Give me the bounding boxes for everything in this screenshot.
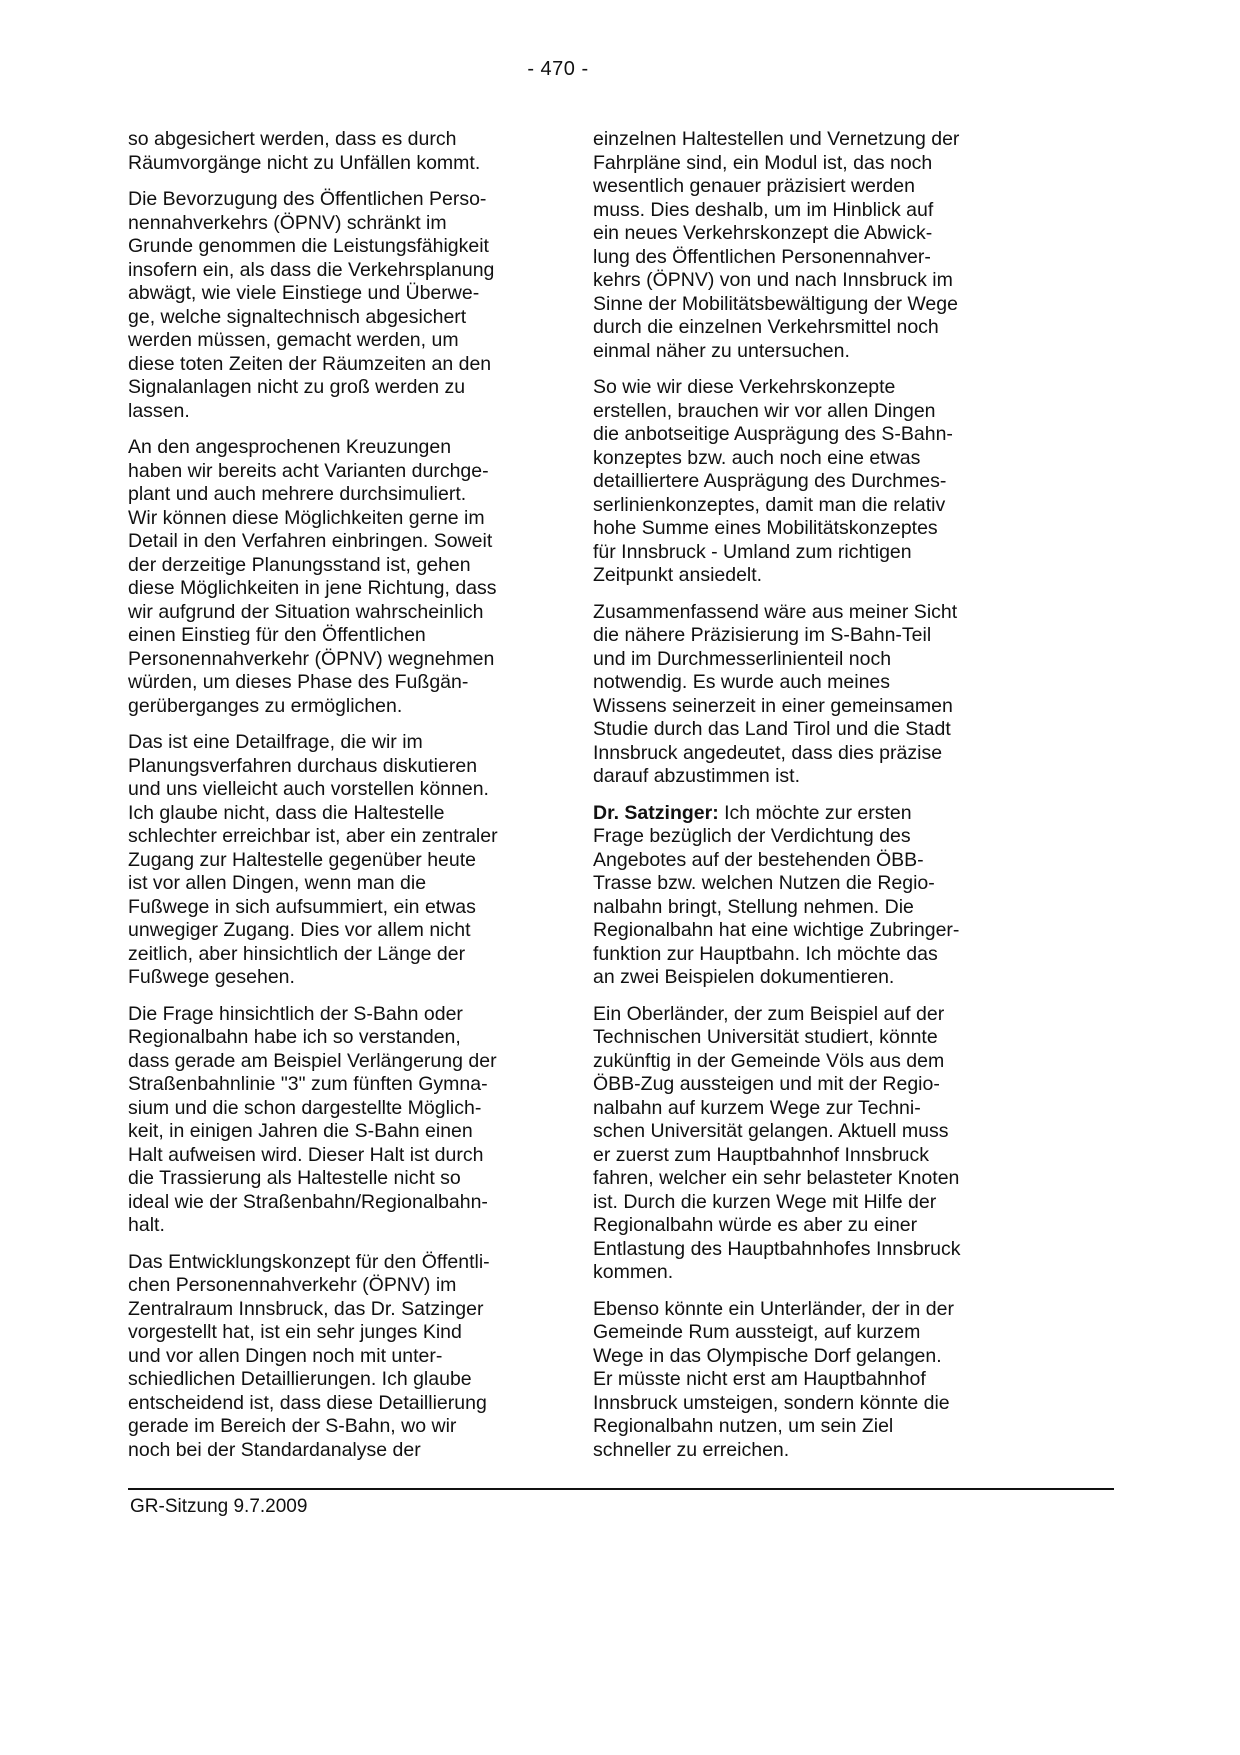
footer-text: GR-Sitzung 9.7.2009 (130, 1496, 308, 1517)
right-column (593, 128, 1030, 1462)
paragraph: Das ist eine Detailfrage, die wir im Planungsverfahren durchaus diskutieren und uns vielleicht auch vorstellen können. Ich glaube nicht, dass die Haltestelle schlechter erreichbar ist, aber ein zentraler Zugang zur Haltestelle gegenüber heute ist vor allen Dingen, wenn man die Fußwege in sich aufsummiert, ein etwas unwegiger Zugang. Dies vor allem nicht zeitlich, aber hinsichtlich der Länge der Fußwege gesehen. (128, 731, 498, 988)
page-number: - 470 - (527, 58, 589, 80)
speaker-name: Dr. Satzinger: (593, 801, 719, 824)
paragraph: Das Entwicklungskonzept für den Öffentli- chen Personennahverkehr (ÖPNV) im Zentralraum Innsbruck, das Dr. Satzinger vorgestellt hat, ist ein sehr junges Kind und vor allen Dingen noch mit unter- schiedlichen Detaillierungen. Ich glaube entscheidend ist, dass diese Detaillierung gerade im Bereich der S-Bahn, wo wir noch bei der Standardanalyse der (128, 1250, 490, 1461)
paragraph: Ein Oberländer, der zum Beispiel auf der Technischen Universität studiert, könnte zukünftig in der Gemeinde Völs aus dem ÖBB-Zug aussteigen und mit der Regio- nalbahn auf kurzem Wege zur Techni- schen Universität gelangen. Aktuell muss er zuerst zum Hauptbahnhof Innsbruck fahren, welcher ein sehr belasteter Knoten ist. Durch die kurzen Wege mit Hilfe der Regionalbahn würde es aber zu einer Entlastung des Hauptbahnhofes Innsbruck kommen. (593, 1002, 961, 1283)
left-column (128, 128, 565, 1462)
footer-rule (128, 1488, 1114, 1490)
paragraph: So wie wir diese Verkehrskonzepte erstellen, brauchen wir vor allen Dingen die anbotseitige Ausprägung des S-Bahn- konzeptes bzw. auch noch eine etwas detailliertere Ausprägung des Durchmes- serlinienkonzeptes, damit man die relativ hohe Summe eines Mobilitätskonzeptes für Innsbruck - Umland zum richtigen Zeitpunkt ansiedelt. (593, 376, 953, 586)
paragraph: so abgesichert werden, dass es durch Räumvorgänge nicht zu Unfällen kommt. (128, 128, 481, 174)
paragraph: einzelnen Haltestellen und Vernetzung der Fahrpläne sind, ein Modul ist, das noch wesentlich genauer präzisiert werden muss. Dies deshalb, um im Hinblick auf ein neues Verkehrskonzept die Abwick- lung des Öffentlichen Personennahver- kehrs (ÖPNV) von und nach Innsbruck im Sinne der Mobilitätsbewältigung der Wege durch die einzelnen Verkehrsmittel noch einmal näher zu untersuchen. (593, 128, 960, 362)
paragraph: Ebenso könnte ein Unterländer, der in der Gemeinde Rum aussteigt, auf kurzem Wege in das Olympische Dorf gelangen. Er müsste nicht erst am Hauptbahnhof Innsbruck umsteigen, sondern könnte die Regionalbahn nutzen, um sein Ziel schneller zu erreichen. (593, 1297, 954, 1461)
text-columns (128, 128, 1033, 1462)
paragraph: Die Frage hinsichtlich der S-Bahn oder Regionalbahn habe ich so verstanden, dass gerade am Beispiel Verlängerung der Straßenbahnlinie "3" zum fünften Gymna- sium und die schon dargestellte Möglich- keit, in einigen Jahren die S-Bahn einen Halt aufweisen wird. Dieser Halt ist durch die Trassierung als Haltestelle nicht so ideal wie der Straßenbahn/Regionalbahn- halt. (128, 1002, 497, 1236)
paragraph: An den angesprochenen Kreuzungen haben wir bereits acht Varianten durchge- plant und auch mehrere durchsimuliert. Wir können diese Möglichkeiten gerne im Detail in den Verfahren einbringen. Soweit der derzeitige Planungsstand ist, gehen diese Möglichkeiten in jene Richtung, dass wir aufgrund der Situation wahrscheinlich einen Einstieg für den Öffentlichen Personennahverkehr (ÖPNV) wegnehmen würden, um dieses Phase des Fußgän- gerüberganges zu ermöglichen. (128, 436, 497, 717)
paragraph: Zusammenfassend wäre aus meiner Sicht die nähere Präzisierung im S-Bahn-Teil und im Durchmesserlinienteil noch notwendig. Es wurde auch meines Wissens seinerzeit in einer gemeinsamen Studie durch das Land Tirol und die Stadt Innsbruck angedeutet, dass dies präzise darauf abzustimmen ist. (593, 600, 958, 787)
paragraph: Dr. Satzinger: Ich möchte zur ersten Frage bezüglich der Verdichtung des Angebotes auf der bestehenden ÖBB- Trasse bzw. welchen Nutzen die Regio- nalbahn bringt, Stellung nehmen. Die Regionalbahn hat eine wichtige Zubringer- funktion zur Hauptbahn. Ich möchte das an zwei Beispielen dokumentieren. (593, 801, 960, 988)
paragraph: Die Bevorzugung des Öffentlichen Perso- nennahverkehrs (ÖPNV) schränkt im Grunde genommen die Leistungsfähigkeit insofern ein, als dass die Verkehrsplanung abwägt, wie viele Einstiege und Überwe- ge, welche signaltechnisch abgesichert werden müssen, gemacht werden, um diese toten Zeiten der Räumzeiten an den Signalanlagen nicht zu groß werden zu lassen. (128, 188, 495, 422)
